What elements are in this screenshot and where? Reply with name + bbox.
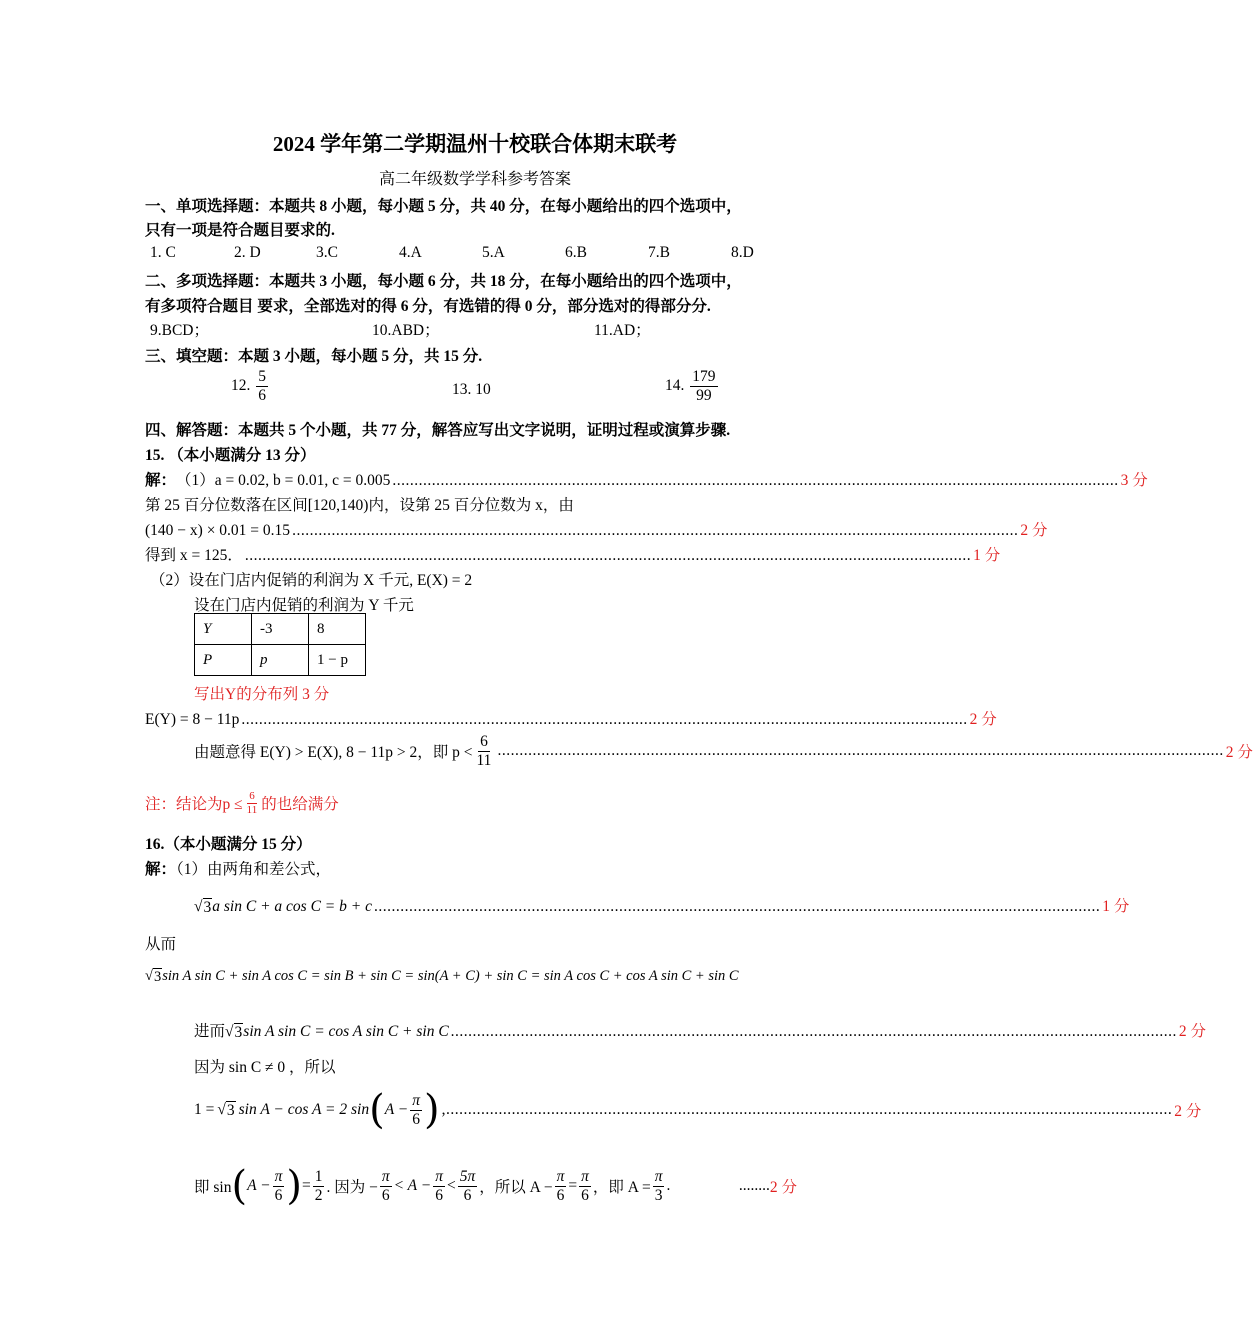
q15-equation: (140 − x) × 0.01 = 0.15 xyxy=(145,522,291,539)
fraction-denominator: 6 xyxy=(463,1186,472,1204)
q16-arg: A − xyxy=(247,1177,271,1194)
page-title: 2024 学年第二学期温州十校联合体期末联考 xyxy=(272,132,678,156)
left-paren: ( xyxy=(369,1087,385,1133)
q15-line6: 设在门店内促销的利润为 Y 千元 xyxy=(194,597,414,614)
fraction-numerator: π xyxy=(412,1091,420,1109)
sec1-answer: 8.D xyxy=(731,244,754,261)
radicand: 3 xyxy=(226,1101,235,1119)
q16-line3: 从而 xyxy=(145,936,177,953)
fraction-denominator: 2 xyxy=(314,1186,323,1204)
distribution-table xyxy=(194,613,366,676)
note-text: 注：结论为p ≤ xyxy=(145,796,243,814)
answer-12 xyxy=(231,368,270,405)
sqrt-symbol: √ 3 xyxy=(225,1023,243,1041)
left-paren: ( xyxy=(231,1163,248,1209)
points-badge: 3 分 xyxy=(1120,472,1148,489)
q16-arg: A − xyxy=(384,1101,409,1118)
q16-line2 xyxy=(194,894,1130,917)
q16-text: ，即 A = xyxy=(592,1179,651,1196)
q16-equation: sin A sin C = cos A sin C + sin C xyxy=(243,1023,449,1040)
q15-line7-note: 写出Y的分布列 3 分 xyxy=(194,686,330,703)
fraction-denominator: 6 xyxy=(412,1110,420,1128)
q15-line9 xyxy=(194,733,1253,770)
q16-line1 xyxy=(145,857,331,879)
points-badge: 1 分 xyxy=(1102,898,1130,915)
q16-line6: 因为 sin C ≠ 0 ，所以 xyxy=(194,1059,336,1076)
radicand: 3 xyxy=(153,969,162,985)
answer-14-denominator: 99 xyxy=(696,386,712,404)
solution-label: 解： xyxy=(145,472,177,489)
table-cell: 8 xyxy=(309,614,366,645)
sec1-answer: 5.A xyxy=(482,244,505,261)
q16-heading: 16.（本小题满分 15 分） xyxy=(145,836,312,853)
leader-dots: ........ xyxy=(738,1177,770,1194)
points-badge: 2 分 xyxy=(969,711,997,728)
points-badge: 2 分 xyxy=(1174,1103,1202,1120)
fraction-numerator: π xyxy=(654,1167,663,1185)
solution-label: 解： xyxy=(145,861,177,878)
fraction-denominator: 11 xyxy=(246,803,258,816)
fraction-numerator: π xyxy=(274,1167,283,1185)
q15-line8 xyxy=(145,707,997,729)
sec1-answer: 6.B xyxy=(565,244,587,261)
fraction-numerator: π xyxy=(556,1167,565,1185)
sec3-heading: 三、填空题：本题 3 小题，每小题 5 分，共 15 分. xyxy=(145,348,483,365)
leader-dots: ...................................................................................................................................................................... xyxy=(497,742,1224,760)
sec2-answer: 11.AD； xyxy=(594,322,651,339)
leader-dots: ...................................................................................................................................................................... xyxy=(392,472,1119,489)
table-row xyxy=(195,645,366,676)
q15-inequality: 由题意得 E(Y) > E(X), 8 − 11p > 2，即 p < xyxy=(194,744,473,762)
q15-result: 得到 x = 125． xyxy=(145,547,243,564)
table-cell: P xyxy=(195,645,252,676)
fraction-numerator: 6 xyxy=(480,733,488,750)
radicand: 3 xyxy=(203,899,212,916)
table-cell: -3 xyxy=(252,614,309,645)
fraction-denominator: 3 xyxy=(654,1186,663,1204)
q15-expectation: E(Y) = 8 − 11p xyxy=(145,711,240,728)
q16-intro: （1）由两角和差公式， xyxy=(176,861,332,878)
fraction-numerator: 1 xyxy=(314,1167,323,1185)
q16-text: . 因为 − xyxy=(326,1179,378,1196)
sec1-answer: 3.C xyxy=(316,244,338,261)
answer-13: 13. 10 xyxy=(452,381,491,398)
sec4-heading: 四、解答题：本题共 5 个小题，共 77 分，解答应写出文字说明，证明过程或演算步骤. xyxy=(145,422,731,439)
q16-equation: a sin C + a cos C = b + c xyxy=(212,898,372,915)
leader-dots: ...................................................................................................................................................................... xyxy=(241,711,968,728)
q16-text: . xyxy=(666,1177,671,1194)
sec1-heading-line2: 只有一项是符合题目要求的. xyxy=(145,222,335,239)
q15-line2: 第 25 百分位数落在区间[120,140)内，设第 25 百分位数为 x，由 xyxy=(145,497,574,514)
leader-dots: ...................................................................................................................................................................... xyxy=(450,1023,1177,1040)
radicand: 3 xyxy=(234,1024,243,1041)
q15-note xyxy=(145,790,339,816)
q16-text: = xyxy=(568,1177,578,1194)
q15-line3 xyxy=(145,518,1048,540)
table-cell: Y xyxy=(195,614,252,645)
q16-text: ，所以 A − xyxy=(479,1179,553,1196)
answer-12-numerator: 5 xyxy=(258,368,266,385)
sec1-answer: 4.A xyxy=(399,244,422,261)
q16-text: < xyxy=(446,1177,456,1194)
right-paren: ) xyxy=(424,1087,440,1133)
fraction-numerator: 6 xyxy=(249,790,255,802)
q16-text: 即 sin xyxy=(194,1179,232,1196)
fraction-numerator: π xyxy=(581,1167,589,1185)
fraction-denominator: 6 xyxy=(274,1186,283,1204)
q16-text: = xyxy=(301,1177,311,1194)
table-cell: p xyxy=(252,645,309,676)
sqrt-symbol: √ 3 xyxy=(194,898,212,916)
points-badge: 1 分 xyxy=(973,547,1001,564)
fraction-denominator: 11 xyxy=(476,751,492,769)
sec2-heading-line1: 二、多项选择题：本题共 3 小题，每小题 6 分，共 18 分，在每小题给出的四个选项中， xyxy=(145,273,742,290)
points-badge: 2 分 xyxy=(1178,1023,1207,1040)
q15-line4 xyxy=(145,543,1001,565)
table-row xyxy=(195,614,366,645)
q16-rhs: sin A − cos A = 2 sin xyxy=(238,1101,370,1118)
q16-line8 xyxy=(194,1163,797,1209)
sec2-answer: 9.BCD； xyxy=(150,322,209,339)
leader-dots: ...................................................................................................................................................................... xyxy=(373,898,1101,915)
answer-14-numerator: 179 xyxy=(692,368,716,385)
sec1-heading-line1: 一、单项选择题：本题共 8 小题，每小题 5 分，共 40 分，在每小题给出的四个选项中， xyxy=(145,198,742,215)
leader-dots: ...................................................................................................................................................................... xyxy=(244,547,972,564)
q15-line5: （2）设在门店内促销的利润为 X 千元, E(X) = 2 xyxy=(150,572,473,589)
points-badge: 2 分 xyxy=(769,1179,797,1196)
answer-12-label: 12. xyxy=(231,376,251,394)
note-text: 的也给满分 xyxy=(261,796,339,814)
sqrt-symbol: √ 3 xyxy=(217,1100,235,1119)
q16-lhs: 1 = xyxy=(194,1101,215,1118)
leader-dots: ...................................................................................................................................................................... xyxy=(292,522,1019,539)
leader-dots: ,...................................................................................................................................................................... xyxy=(441,1101,1173,1118)
answer-14 xyxy=(665,368,720,405)
q16-identity: sin A sin C + sin A cos C = sin B + sin C = sin(A + C) + sin C = sin A cos C + cos A sin C + sin C xyxy=(162,968,739,984)
sec1-answer: 1. C xyxy=(150,244,176,261)
fraction-numerator: π xyxy=(435,1167,443,1185)
sec1-answer: 2. D xyxy=(234,244,261,261)
fraction-denominator: 6 xyxy=(556,1186,565,1204)
fraction-denominator: 6 xyxy=(381,1186,390,1204)
points-badge: 2 分 xyxy=(1225,744,1253,762)
q16-prefix: 进而 xyxy=(194,1023,226,1040)
q16-line4 xyxy=(145,968,739,986)
q16-line5 xyxy=(194,1019,1207,1042)
fraction-denominator: 6 xyxy=(435,1186,443,1204)
fraction-numerator: 5π xyxy=(459,1167,476,1185)
sec2-answer: 10.ABD； xyxy=(372,322,440,339)
q15-line1 xyxy=(145,468,1148,490)
fraction-numerator: π xyxy=(381,1167,390,1185)
fraction-denominator: 6 xyxy=(581,1186,589,1204)
answer-12-denominator: 6 xyxy=(258,386,266,404)
right-paren: ) xyxy=(286,1163,302,1209)
q15-heading: 15. （本小题满分 13 分） xyxy=(145,447,316,464)
sec2-heading-line2: 有多项符合题目 要求，全部选对的得 6 分，有选错的得 0 分，部分选对的得部分分. xyxy=(145,298,711,315)
q16-text: < A − xyxy=(393,1177,432,1194)
sqrt-symbol: √ 3 xyxy=(145,968,162,985)
q16-line7 xyxy=(194,1087,1202,1133)
q15-part1-values: （1）a = 0.02, b = 0.01, c = 0.005 xyxy=(176,472,391,489)
table-cell: 1 − p xyxy=(309,645,366,676)
points-badge: 2 分 xyxy=(1020,522,1048,539)
page-subtitle: 高二年级数学学科参考答案 xyxy=(378,171,571,188)
answer-14-label: 14. xyxy=(665,376,685,394)
sec1-answer: 7.B xyxy=(648,244,670,261)
